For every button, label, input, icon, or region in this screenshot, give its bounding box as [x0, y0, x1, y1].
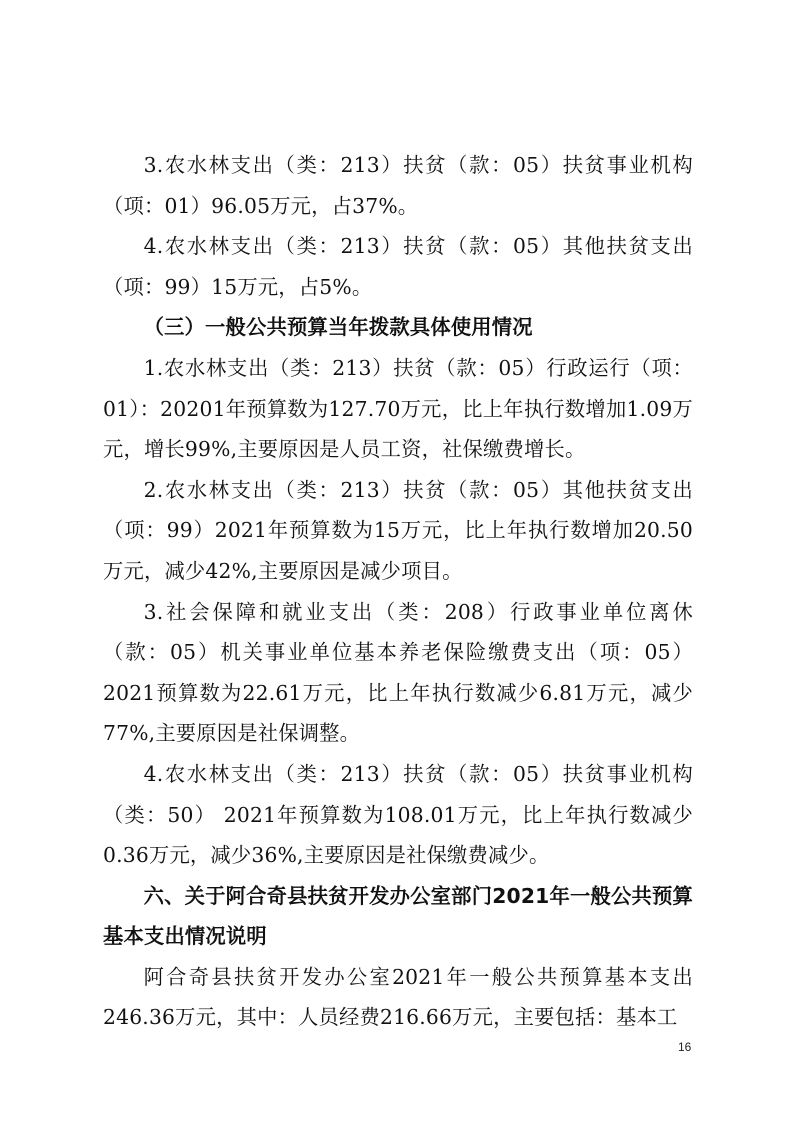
- subsection-heading: （三）一般公共预算当年拨款具体使用情况: [143, 315, 533, 340]
- paragraph-basic-expenditure: 阿合奇县扶贫开发办公室2021年一般公共预算基本支出246.36万元，其中：人员经费216.66万元，主要包括：基本工: [103, 964, 693, 1030]
- paragraph-item-4: 4.农水林支出（类：213）扶贫（款：05）其他扶贫支出（项：99）15万元，占5%。: [103, 234, 693, 299]
- page-body: [103, 145, 693, 1038]
- page-number: 16: [678, 1040, 692, 1054]
- paragraph-usage-2: 2.农水林支出（类：213）扶贫（款：05）其他扶贫支出（项：99）2021年预算数为15万元，比上年执行数增加20.50万元，减少42%,主要原因是减少项目。: [103, 477, 693, 583]
- section-heading: 六、关于阿合奇县扶贫开发办公室部门2021年一般公共预算基本支出情况说明: [103, 883, 693, 949]
- paragraph-item-3: 3.农水林支出（类：213）扶贫（款：05）扶贫事业机构（项：01）96.05万元，占37%。: [103, 153, 693, 218]
- paragraph-usage-3: 3.社会保障和就业支出（类：208）行政事业单位离休（款：05）机关事业单位基本养老保险缴费支出（项：05）2021预算数为22.61万元，比上年执行数减少6.81万元，减少77%,主要原因是社保调整。: [103, 599, 693, 746]
- paragraph-usage-1: 1.农水林支出（类：213）扶贫（款：05）行政运行（项：01）：20201年预算数为127.70万元，比上年执行数增加1.09万元，增长99%,主要原因是人员工资，社保缴费增长。: [103, 355, 693, 462]
- paragraph-usage-4: 4.农水林支出（类：213）扶贫（款：05）扶贫事业机构（类：50） 2021年预算数为108.01万元，比上年执行数减少0.36万元，减少36%,主要原因是社保缴费减少。: [103, 761, 693, 868]
